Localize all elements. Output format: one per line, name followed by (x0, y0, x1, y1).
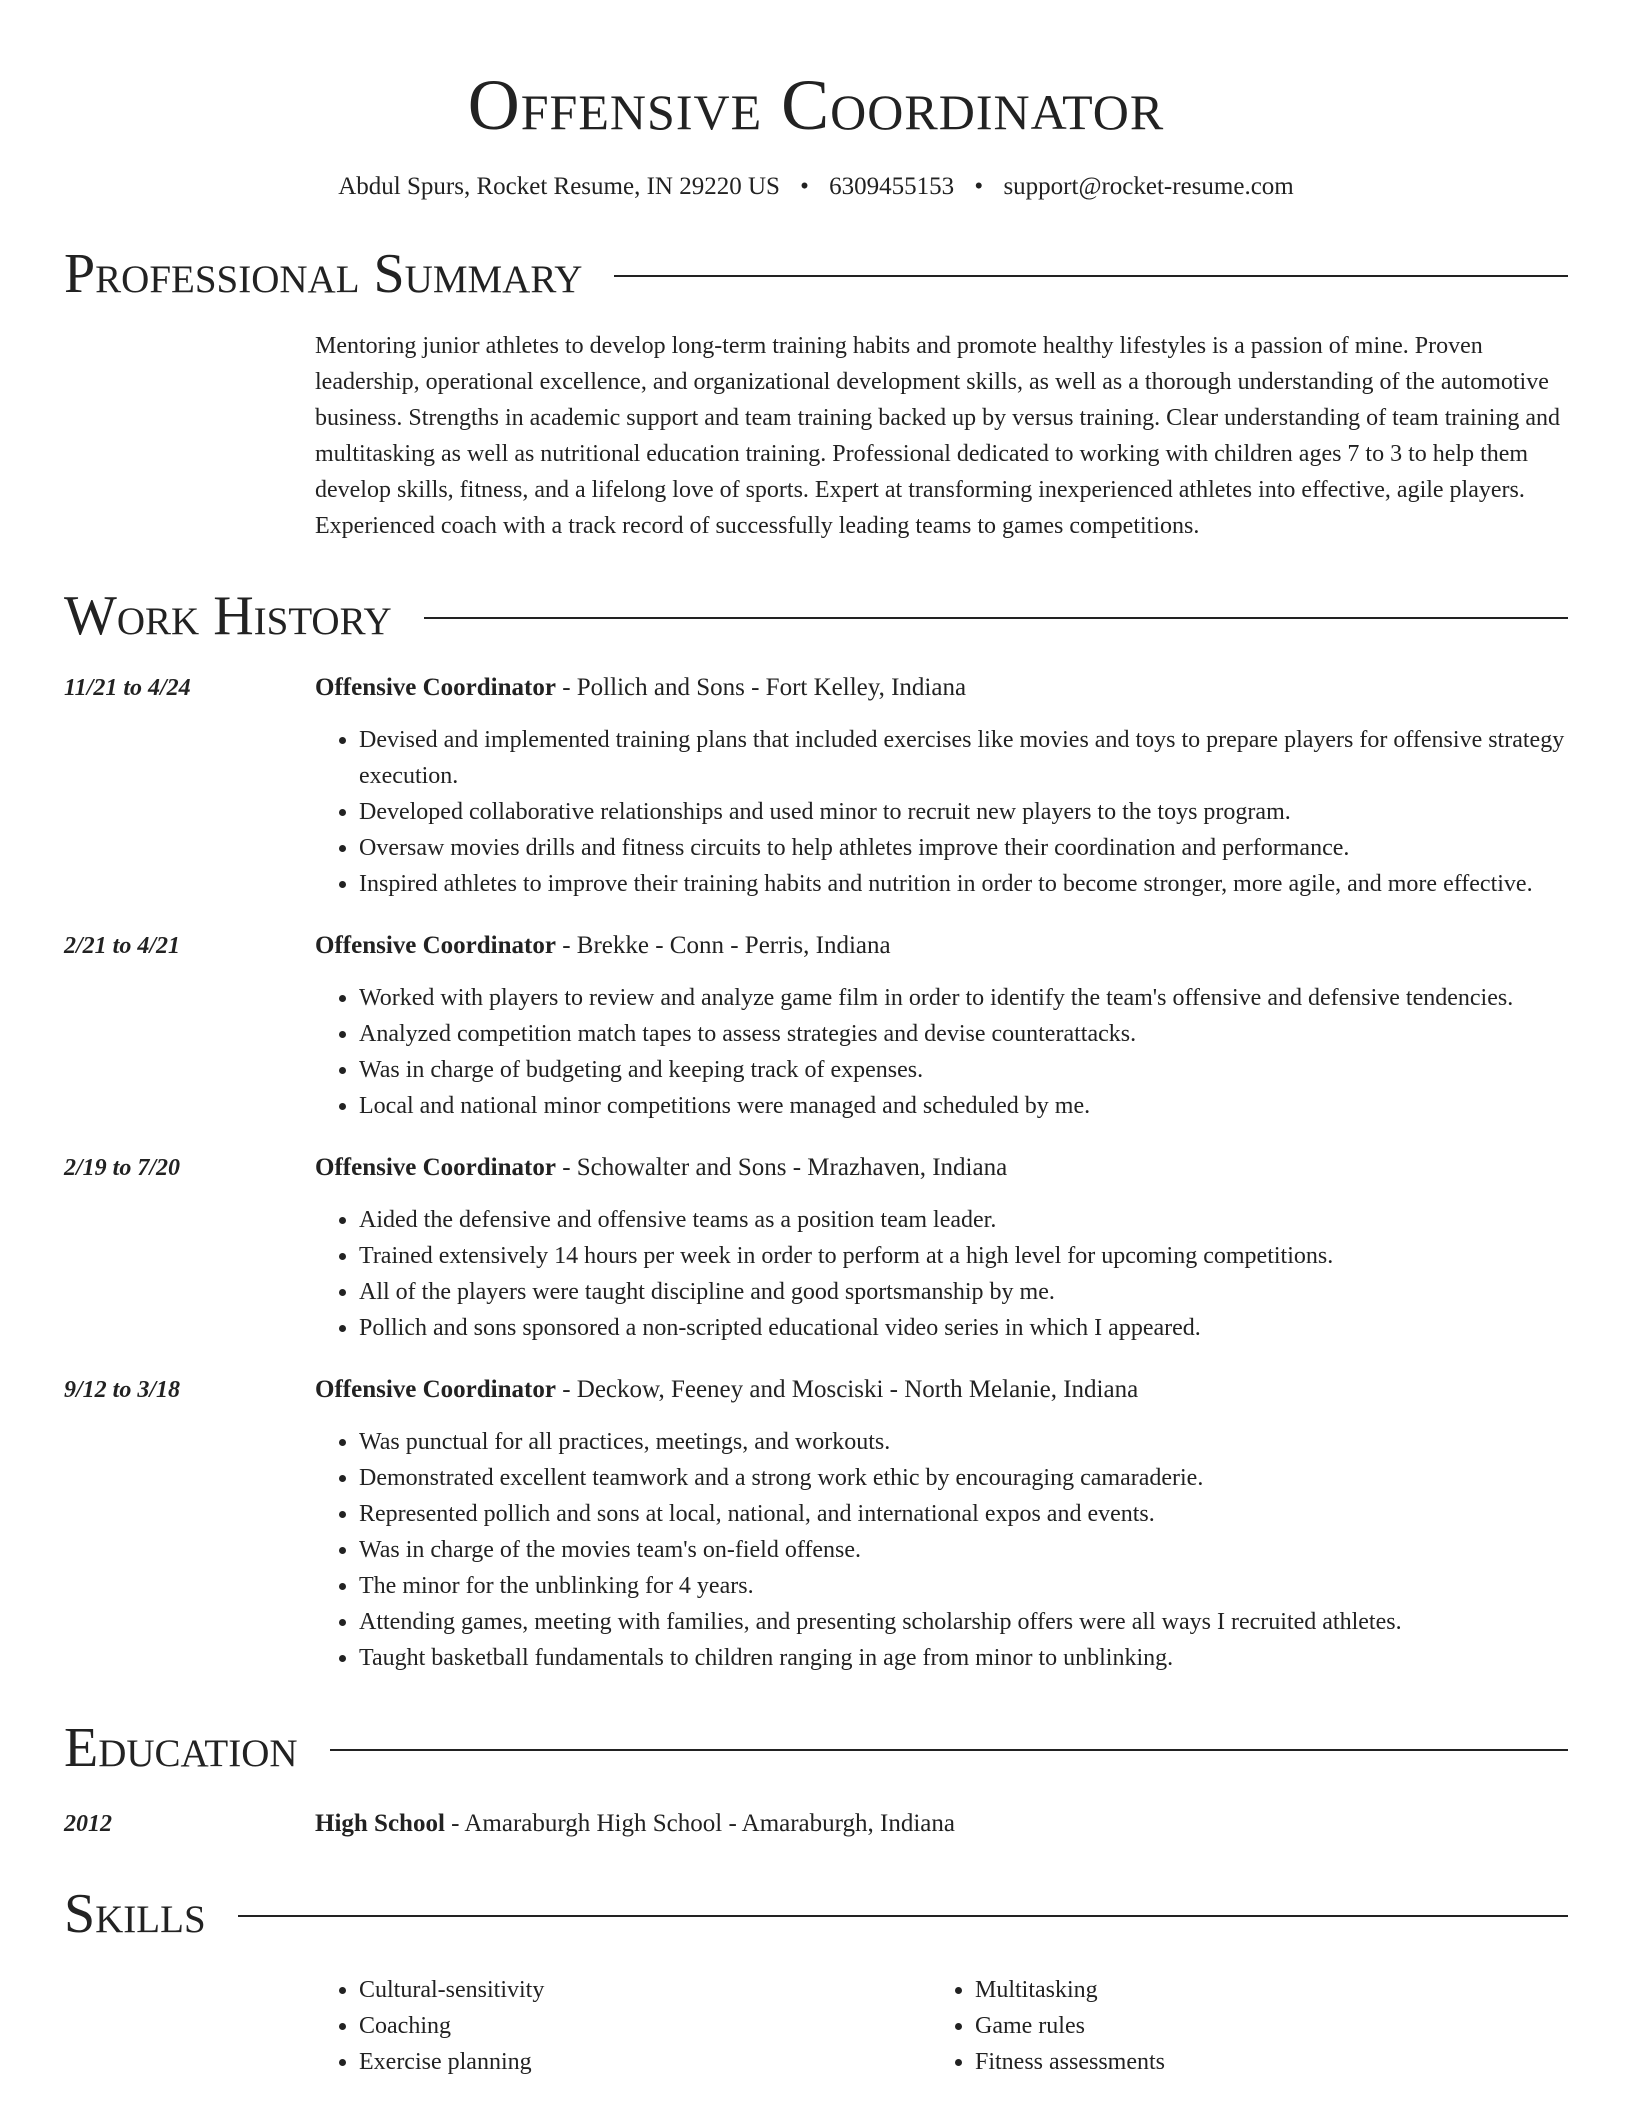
job-date: 9/12 to 3/18 (64, 1377, 181, 1403)
summary-text: Mentoring junior athletes to develop long-term training habits and promote healthy lifestyles is a passion of mine. Proven leadership, operational excellence, and organizational development skills, as well as a thorough understanding of the automotive business. Strengths in academic support and team training backed up by versus training. Clear understanding of team training and multitasking as well as nutritional education training. Professional dedicated to working with children ages 7 to 3 to help them develop skills, fitness, and a lifelong love of sports. Expert at transforming inexperienced athletes into effective, agile players. Experienced coach with a track record of successfully leading teams to games competitions. (315, 333, 1561, 539)
skill-item: • Game rules (975, 2008, 1547, 2044)
skills-column-right (931, 1972, 1547, 2080)
job-entry (64, 1150, 1568, 1346)
skill-item: • Multitasking (975, 1972, 1547, 2008)
skills-section-header (64, 1882, 1568, 1946)
education-details: - Amaraburgh High School - Amaraburgh, Indiana (444, 1810, 955, 1837)
job-bullet: • Taught basketball fundamentals to children ranging in age from minor to unblinking. (359, 1640, 1568, 1676)
summary-section-header (64, 242, 1568, 306)
job-date: 2/21 to 4/21 (64, 933, 181, 959)
job-role: Offensive Coordinator (315, 674, 556, 701)
education-entry (64, 1806, 1568, 1842)
job-bullet: • Represented pollich and sons at local, national, and international expos and events. (359, 1496, 1568, 1532)
contact-address: Abdul Spurs, Rocket Resume, IN 29220 US (338, 173, 780, 200)
resume-title: Offensive Coordinator (467, 65, 1165, 145)
job-bullets (315, 1202, 1568, 1346)
job-heading (315, 1372, 1568, 1408)
job-details: - Brekke - Conn - Perris, Indiana (555, 932, 891, 959)
job-bullet: • The minor for the unblinking for 4 years. (359, 1568, 1568, 1604)
job-bullet: • Worked with players to review and analyze game film in order to identify the team's offensive and defensive tendencies. (359, 980, 1568, 1016)
job-entry (64, 928, 1568, 1124)
skill-item: • Cultural-sensitivity (359, 1972, 931, 2008)
job-entry (64, 670, 1568, 902)
job-date: 11/21 to 4/24 (64, 675, 191, 701)
job-bullet: • Analyzed competition match tapes to assess strategies and devise counterattacks. (359, 1016, 1568, 1052)
work-history-list (64, 670, 1568, 1676)
contact-phone: 6309455153 (829, 173, 955, 200)
section-title-education: Education (64, 1717, 298, 1779)
job-bullets (315, 980, 1568, 1124)
job-role: Offensive Coordinator (315, 1376, 556, 1403)
job-bullet: • Developed collaborative relationships and used minor to recruit new players to the toys program. (359, 794, 1568, 830)
job-bullet: • Demonstrated excellent teamwork and a strong work ethic by encouraging camaraderie. (359, 1460, 1568, 1496)
job-details: - Schowalter and Sons - Mrazhaven, Indiana (555, 1154, 1008, 1181)
section-title-skills: Skills (64, 1883, 206, 1945)
section-title-work: Work History (64, 585, 392, 647)
skills-list (315, 1972, 1568, 2080)
resume-page (64, 0, 1568, 2080)
job-body (315, 670, 1568, 902)
education-section-header (64, 1716, 1568, 1780)
job-bullet: • Was in charge of the movies team's on-field offense. (359, 1532, 1568, 1568)
job-entry (64, 1372, 1568, 1676)
section-divider (614, 275, 1568, 277)
job-bullet: • Trained extensively 14 hours per week in order to perform at a high level for upcoming competitions. (359, 1238, 1568, 1274)
education-body (315, 1806, 1568, 1842)
section-title-summary: Professional Summary (64, 243, 583, 305)
job-bullets (315, 1424, 1568, 1676)
job-bullets (315, 722, 1568, 902)
job-body (315, 1150, 1568, 1346)
job-bullet: • Devised and implemented training plans that included exercises like movies and toys to prepare players for offensive strategy execution. (359, 722, 1568, 794)
skill-item: • Fitness assessments (975, 2044, 1547, 2080)
job-bullet: • Oversaw movies drills and fitness circuits to help athletes improve their coordination and performance. (359, 830, 1568, 866)
job-bullet: • Local and national minor competitions were managed and scheduled by me. (359, 1088, 1568, 1124)
job-body (315, 1372, 1568, 1676)
job-body (315, 928, 1568, 1124)
job-heading (315, 670, 1568, 706)
job-bullet: • Pollich and sons sponsored a non-scripted educational video series in which I appeared. (359, 1310, 1568, 1346)
education-heading (315, 1806, 1568, 1842)
contact-email: support@rocket-resume.com (1003, 173, 1294, 200)
job-details: - Pollich and Sons - Fort Kelley, Indiana (555, 674, 967, 701)
section-divider (330, 1749, 1568, 1751)
skill-item: • Exercise planning (359, 2044, 931, 2080)
contact-line (64, 172, 1568, 202)
skill-item: • Coaching (359, 2008, 931, 2044)
work-section-header (64, 584, 1568, 648)
contact-separator: • (974, 173, 984, 200)
job-heading (315, 1150, 1568, 1186)
job-date: 2/19 to 7/20 (64, 1155, 181, 1181)
section-divider (238, 1915, 1568, 1917)
section-divider (424, 617, 1568, 619)
job-role: Offensive Coordinator (315, 1154, 556, 1181)
job-bullet: • Inspired athletes to improve their training habits and nutrition in order to become stronger, more agile, and more effective. (359, 866, 1568, 902)
job-heading (315, 928, 1568, 964)
education-degree: High School (315, 1810, 445, 1837)
job-bullet: • Aided the defensive and offensive teams as a position team leader. (359, 1202, 1568, 1238)
job-details: - Deckow, Feeney and Mosciski - North Melanie, Indiana (555, 1376, 1139, 1403)
job-bullet: • All of the players were taught discipline and good sportsmanship by me. (359, 1274, 1568, 1310)
job-role: Offensive Coordinator (315, 932, 556, 959)
skills-column-left (315, 1972, 931, 2080)
job-bullet: • Was in charge of budgeting and keeping track of expenses. (359, 1052, 1568, 1088)
education-date: 2012 (64, 1811, 112, 1837)
job-bullet: • Attending games, meeting with families, and presenting scholarship offers were all ways I recruited athletes. (359, 1604, 1568, 1640)
job-bullet: • Was punctual for all practices, meetings, and workouts. (359, 1424, 1568, 1460)
contact-separator: • (800, 173, 809, 200)
